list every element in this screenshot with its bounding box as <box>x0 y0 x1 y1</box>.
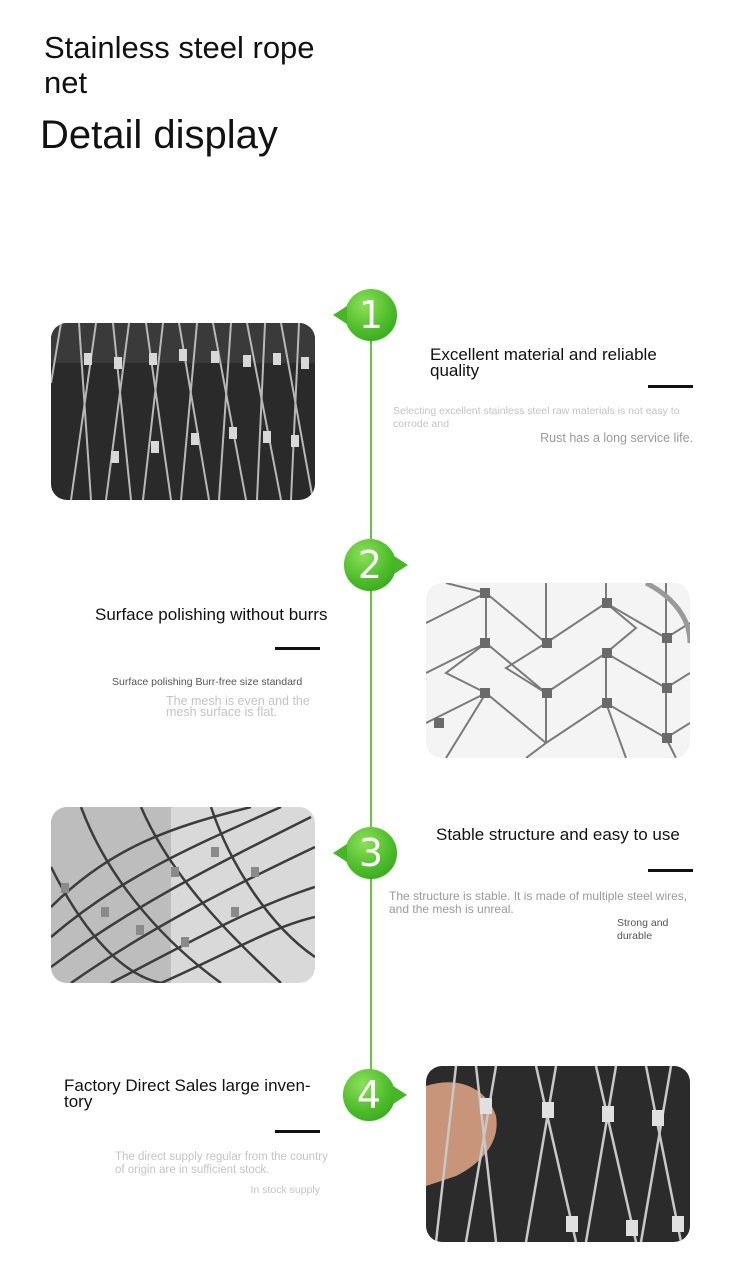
section-desc-secondary-3: Strong and durable <box>617 917 669 942</box>
section-heading-1: Excellent material and reliable quality <box>430 345 657 380</box>
section-desc-secondary-4: In stock supply <box>250 1184 320 1196</box>
step-badge-1: 1 <box>345 289 397 341</box>
section-rule-4 <box>275 1130 320 1133</box>
page-title: Stainless steel rope net <box>44 30 315 100</box>
section-heading-2: Surface polishing without burrs <box>95 605 328 624</box>
step-badge-3: 3 <box>345 827 397 879</box>
section-rule-1 <box>648 385 693 388</box>
product-photo-4 <box>426 1066 690 1242</box>
section-desc-1: Selecting excellent stainless steel raw materials is not easy to corrode and <box>393 405 680 430</box>
section-rule-3 <box>648 869 693 872</box>
section-desc-2: Surface polishing Burr-free size standard <box>112 676 303 688</box>
step-badge-4: 4 <box>343 1069 395 1121</box>
section-desc-3: The structure is stable. It is made of multiple steel wires, and the mesh is unreal. <box>389 889 688 916</box>
product-photo-2 <box>426 583 690 758</box>
step-badge-2: 2 <box>344 539 396 591</box>
section-desc-secondary-1: Rust has a long service life. <box>540 431 693 445</box>
section-rule-2 <box>275 647 320 650</box>
page-subtitle: Detail display <box>40 113 278 157</box>
product-photo-1 <box>51 323 315 500</box>
section-desc-secondary-2: The mesh is even and the mesh surface is flat. <box>166 694 310 719</box>
product-photo-3 <box>51 807 315 983</box>
section-heading-4: Factory Direct Sales large inven-tory <box>64 1076 311 1111</box>
timeline-line <box>370 330 372 1090</box>
section-heading-3: Stable structure and easy to use <box>436 825 680 844</box>
section-desc-4: The direct supply regular from the country of origin are in sufficient stock. <box>115 1151 328 1176</box>
